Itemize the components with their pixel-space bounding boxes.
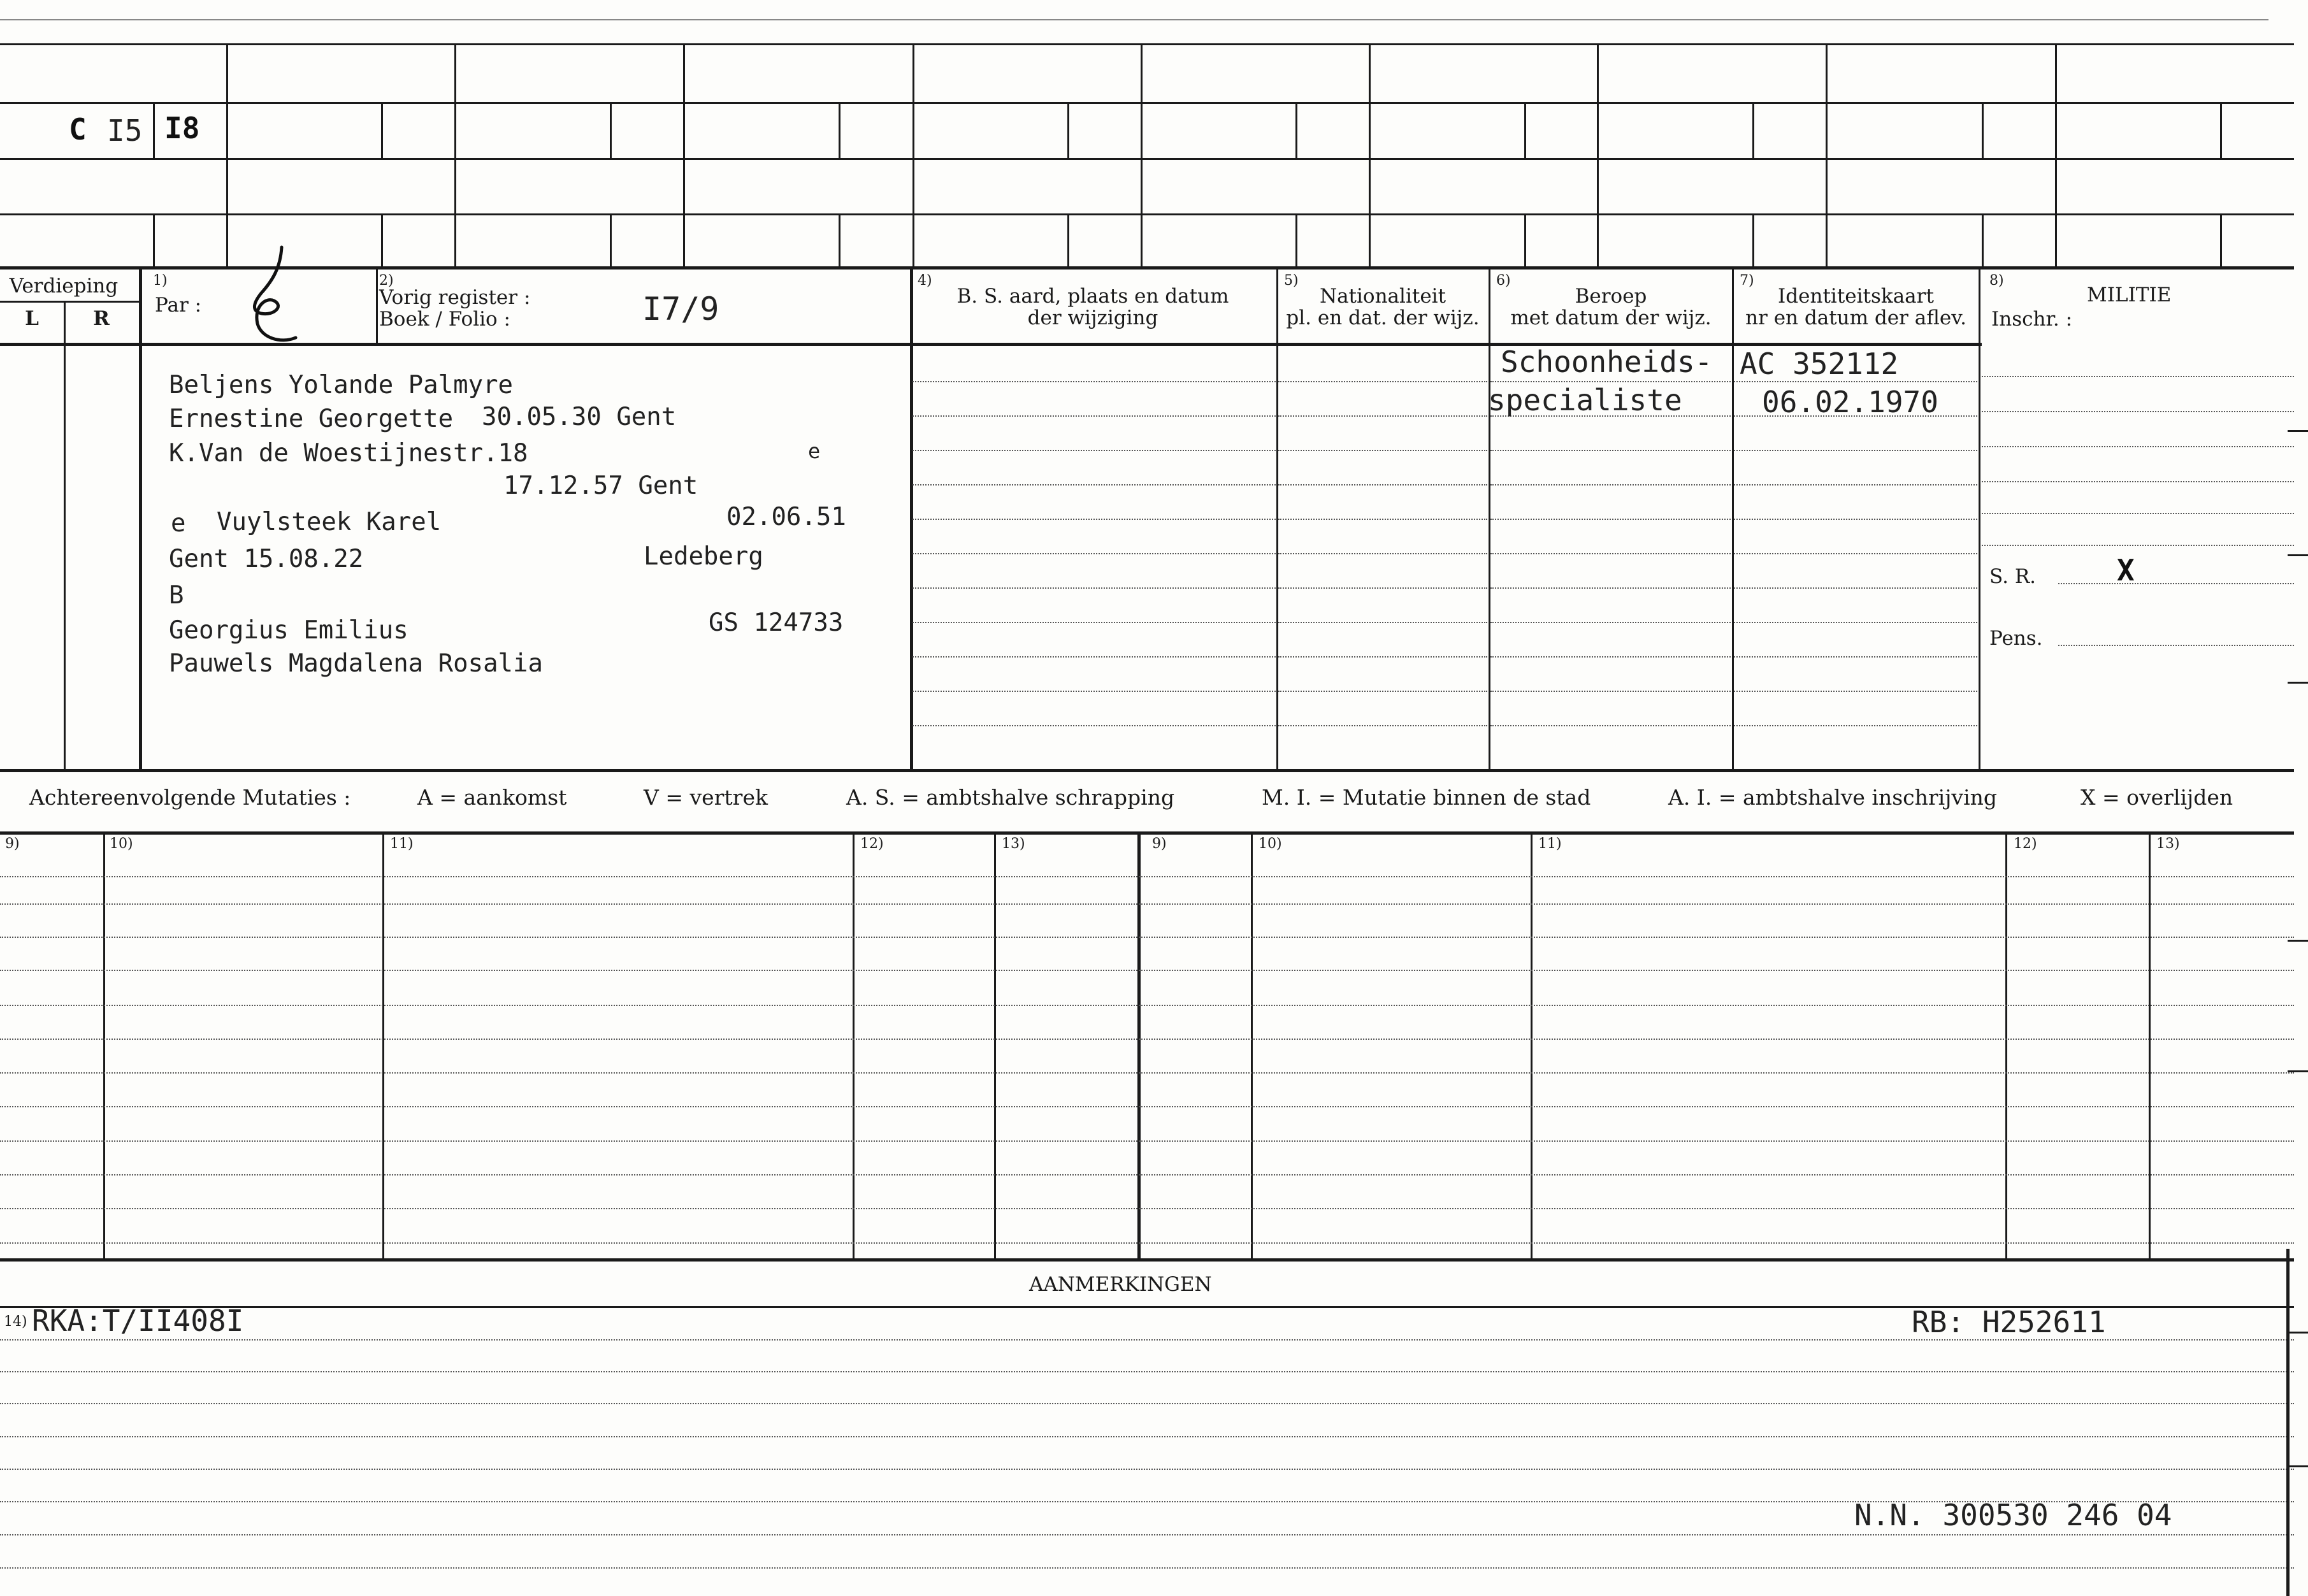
spouse-birth: Gent 15.08.22 <box>169 545 364 573</box>
verdieping-l-label: L <box>25 307 39 330</box>
vorig-register-label: Vorig register : <box>379 286 531 309</box>
beroep-line2: specialiste <box>1488 383 1682 417</box>
par-signature-icon <box>242 242 312 357</box>
grid-line <box>2220 102 2222 158</box>
grid-line <box>0 213 2294 215</box>
spouse-marriage-date: 02.06.51 <box>726 503 846 531</box>
grid-line <box>0 266 2294 270</box>
grid-line <box>839 213 840 266</box>
field-number-7: 7) <box>1740 273 1754 289</box>
grid-line <box>1524 102 1526 158</box>
grid-line <box>1067 102 1069 158</box>
person-address: K.Van de Woestijnestr.18 <box>169 439 528 468</box>
grid-line <box>683 43 685 266</box>
grid-line <box>1531 831 1533 1258</box>
identiteitskaart-date: 06.02.1970 <box>1762 385 1938 419</box>
top-edge-line <box>0 19 2268 20</box>
verdieping-r-label: R <box>93 307 110 330</box>
grid-line <box>1752 213 1754 266</box>
column-number: 9) <box>1152 836 1167 852</box>
remarks-title: AANMERKINGEN <box>1029 1273 1212 1296</box>
column-number: 12) <box>2014 836 2037 852</box>
grid-line <box>994 831 996 1258</box>
field-number-14: 14) <box>4 1314 27 1330</box>
grid-line <box>0 102 2294 104</box>
grid-line <box>1276 266 1278 770</box>
grid-line <box>2005 831 2007 1258</box>
grid-line <box>153 102 155 158</box>
column-number: 11) <box>390 836 414 852</box>
grid-line <box>1979 266 1980 770</box>
grid-line <box>0 158 2294 160</box>
grid-line <box>1597 43 1599 266</box>
boek-folio-value: I7/9 <box>642 291 719 327</box>
grid-line <box>153 213 155 266</box>
sr-line <box>2058 583 2294 584</box>
grid-line <box>839 102 840 158</box>
inschr-label: Inschr. : <box>1991 308 2073 331</box>
grid-line <box>103 831 105 1258</box>
grid-line <box>1369 43 1371 266</box>
field-number-4: 4) <box>918 273 932 289</box>
grid-line <box>139 266 142 770</box>
legend-x: X = overlijden <box>2081 785 2233 810</box>
column-number: 9) <box>5 836 20 852</box>
legend-title: Achtereenvolgende Mutaties : <box>29 785 351 810</box>
spouse-name: Vuylsteek Karel <box>217 508 442 536</box>
grid-line <box>1752 102 1754 158</box>
mother-name: Pauwels Magdalena Rosalia <box>169 649 543 678</box>
person-e-mark: e <box>808 439 821 463</box>
code-letter: C <box>69 112 87 147</box>
spouse-prefix: e <box>171 509 186 538</box>
verdieping-divider <box>0 301 140 303</box>
grid-line <box>64 301 66 769</box>
grid-line <box>381 213 383 266</box>
legend-a: A = aankomst <box>417 785 567 810</box>
sr-value: X <box>2117 553 2135 587</box>
person-b-mark: B <box>169 581 184 610</box>
spouse-place: Ledeberg <box>644 542 763 571</box>
grid-line <box>454 43 456 266</box>
nn-value: N.N. 300530 246 04 <box>1854 1498 2172 1532</box>
pens-label: Pens. <box>1989 627 2043 650</box>
grid-line <box>382 831 384 1258</box>
grid-line <box>226 43 228 266</box>
beroep-header-line1: Beroep <box>1575 285 1647 308</box>
code-number: I5 <box>107 113 143 148</box>
legend-mi: M. I. = Mutatie binnen de stad <box>1262 785 1591 810</box>
grid-line <box>1251 831 1253 1258</box>
person-name-line2: Ernestine Georgette <box>169 405 454 433</box>
grid-line <box>381 102 383 158</box>
rb-value: RB: H252611 <box>1912 1305 2106 1339</box>
identiteitskaart-header-line1: Identiteitskaart <box>1778 285 1934 308</box>
column-number: 13) <box>2156 836 2180 852</box>
grid-line <box>1489 266 1490 770</box>
grid-line <box>1982 213 1984 266</box>
rka-value: RKA:T/II408I <box>32 1304 244 1338</box>
identiteitskaart-number: AC 352112 <box>1740 347 1899 381</box>
bs-header-line1: B. S. aard, plaats en datum <box>956 285 1229 308</box>
gs-number: GS 124733 <box>709 608 844 637</box>
grid-line <box>610 213 612 266</box>
beroep-header-line2: met datum der wijz. <box>1510 306 1712 329</box>
legend-as: A. S. = ambtshalve schrapping <box>846 785 1175 810</box>
identiteitskaart-header-line2: nr en datum der aflev. <box>1745 306 1966 329</box>
grid-line <box>1524 213 1526 266</box>
grid-line <box>853 831 855 1258</box>
grid-line <box>376 266 378 343</box>
grid-line <box>610 102 612 158</box>
grid-line <box>0 43 2294 45</box>
column-number: 11) <box>1538 836 1562 852</box>
column-number: 12) <box>860 836 884 852</box>
pens-line <box>2058 645 2294 646</box>
grid-line <box>1067 213 1069 266</box>
legend-bottom-line <box>0 831 2294 835</box>
militie-header: MILITIE <box>2087 284 2172 306</box>
field-number-5: 5) <box>1284 273 1299 289</box>
grid-line <box>2149 831 2151 1258</box>
father-name: Georgius Emilius <box>169 616 408 645</box>
code-sub: I8 <box>164 111 200 145</box>
grid-line <box>912 43 914 266</box>
grid-line <box>1732 266 1734 770</box>
legend-v: V = vertrek <box>644 785 768 810</box>
remarks-top-line <box>0 1258 2294 1262</box>
grid-line <box>2055 43 2057 266</box>
par-label: Par : <box>155 294 202 317</box>
beroep-line1: Schoonheids- <box>1501 345 1713 379</box>
grid-line <box>1141 43 1143 266</box>
grid-line <box>1826 43 1828 266</box>
legend-top-line <box>0 769 2294 772</box>
grid-line <box>1295 102 1297 158</box>
sr-label: S. R. <box>1989 565 2037 588</box>
verdieping-label: Verdieping <box>9 275 119 298</box>
field-number-2: 2) <box>379 273 394 289</box>
person-date2: 17.12.57 Gent <box>503 471 698 500</box>
nationaliteit-header-line2: pl. en dat. der wijz. <box>1286 306 1480 329</box>
boek-folio-label: Boek / Folio : <box>379 308 510 331</box>
column-number: 10) <box>1259 836 1282 852</box>
grid-line <box>910 266 913 770</box>
grid-line <box>1982 102 1984 158</box>
grid-line <box>2220 213 2222 266</box>
nationaliteit-header-line1: Nationaliteit <box>1319 285 1446 308</box>
legend-ai: A. I. = ambtshalve inschrijving <box>1668 785 1998 810</box>
grid-line <box>1295 213 1297 266</box>
column-number: 10) <box>110 836 133 852</box>
bs-header-line2: der wijziging <box>1027 306 1158 329</box>
column-number: 13) <box>1002 836 1025 852</box>
person-birth: 30.05.30 Gent <box>482 403 677 431</box>
field-number-8: 8) <box>1989 273 2004 289</box>
field-number-1: 1) <box>153 273 168 289</box>
person-name-line1: Beljens Yolande Palmyre <box>169 371 514 399</box>
field-number-6: 6) <box>1496 273 1511 289</box>
grid-line <box>1137 831 1141 1258</box>
